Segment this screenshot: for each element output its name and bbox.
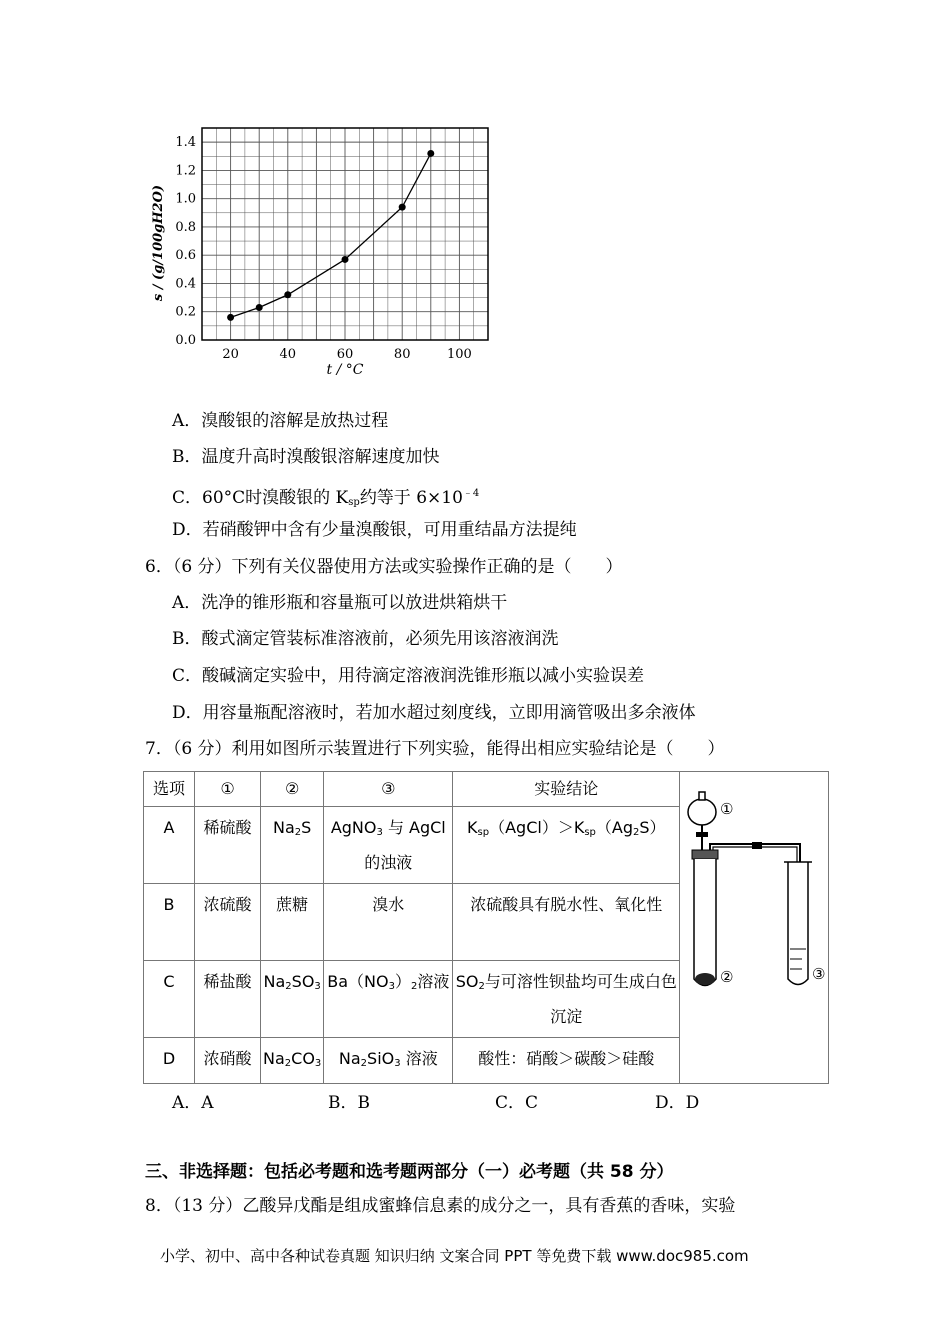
chart-grid [202, 128, 488, 340]
row-a-option: A [144, 807, 195, 884]
row-d-c4: 酸性：硝酸＞碳酸＞硅酸 [453, 1038, 680, 1084]
q8-stem: 8．（13 分）乙酸异戊酯是组成蜜蜂信息素的成分之一，具有香蕉的香味，实验 [145, 1196, 736, 1216]
section-title: 三、非选择题：包括必考题和选考题两部分（一）必考题（共 58 分） [145, 1162, 674, 1182]
y-tick-label: 0.0 [175, 333, 196, 348]
row-d-option: D [144, 1038, 195, 1084]
row-a-c1: 稀硫酸 [195, 807, 261, 884]
row-d-c2: $Na_2CO_3$ [261, 1038, 324, 1084]
apparatus-label-2: ② [720, 967, 734, 986]
q7-choice-b: B．B [328, 1093, 370, 1113]
row-a-c4: $K_{sp}(AgCl)>K_{sp}(Ag_2S)$ [453, 807, 680, 884]
q5-option-b: B．温度升高时溴酸银溶解速度加快 [172, 447, 440, 467]
q5-option-d: D．若硝酸钾中含有少量溴酸银，可用重结晶方法提纯 [172, 520, 577, 540]
x-tick-label: 20 [222, 347, 239, 362]
y-axis-label: s / (g/100gH2O) [151, 184, 166, 302]
x-axis-label: t / °C [326, 362, 364, 378]
q6-option-b: B．酸式滴定管装标准溶液前，必须先用该溶液润洗 [172, 629, 559, 649]
q7-table [143, 771, 829, 1084]
chart-ticks [175, 135, 472, 362]
q6-option-d: D．用容量瓶配溶液时，若加水超过刻度线，立即用滴管吸出多余液体 [172, 703, 696, 723]
row-b-c4: 浓硫酸具有脱水性、氧化性 [453, 884, 680, 961]
y-tick-label: 0.4 [175, 276, 196, 292]
apparatus-label-1: ① [720, 799, 734, 818]
q5-option-c: C．60°C时溴酸银的 $K_{sp}$约等于 $6\times 10^{﹣4}$ [172, 488, 480, 508]
row-b-c3: 溴水 [324, 884, 453, 961]
x-tick-label: 60 [336, 347, 354, 362]
x-tick-label: 40 [279, 347, 297, 362]
solubility-chart [140, 118, 510, 383]
row-b-c2: 蔗糖 [261, 884, 324, 961]
row-c-c2: $Na_2SO_3$ [261, 961, 324, 1038]
header-option: 选项 [144, 772, 195, 807]
data-point [284, 291, 291, 298]
q5-option-a: A．溴酸银的溶解是放热过程 [172, 411, 389, 431]
row-c-c3: $Ba(NO_3)_2$溶液 [324, 961, 453, 1038]
header-1: ① [195, 772, 261, 807]
q6-option-a: A．洗净的锥形瓶和容量瓶可以放进烘箱烘干 [172, 593, 508, 613]
y-tick-label: 0.6 [175, 248, 196, 264]
header-conclusion: 实验结论 [453, 772, 680, 807]
row-c-option: C [144, 961, 195, 1038]
row-b-c1: 浓硫酸 [195, 884, 261, 961]
apparatus-label-3: ③ [812, 964, 826, 983]
y-tick-label: 1.2 [175, 163, 196, 179]
header-3: ③ [324, 772, 453, 807]
row-b-option: B [144, 884, 195, 961]
row-c-c1: 稀盐酸 [195, 961, 261, 1038]
y-tick-label: 1.0 [175, 191, 196, 207]
x-tick-label: 100 [446, 347, 472, 362]
row-a-c2: $Na_2S$ [261, 807, 324, 884]
row-d-c1: 浓硝酸 [195, 1038, 261, 1084]
apparatus-diagram [680, 774, 828, 1074]
y-tick-label: 0.2 [175, 304, 196, 320]
q6-stem: 6．（6 分）下列有关仪器使用方法或实验操作正确的是（ ） [145, 557, 623, 577]
x-tick-label: 80 [393, 347, 411, 362]
y-tick-label: 0.8 [175, 219, 196, 235]
q7-choice-c: C．C [495, 1093, 539, 1113]
data-point [399, 204, 406, 211]
y-tick-label: 1.4 [175, 135, 196, 151]
q6-option-c: C．酸碱滴定实验中，用待滴定溶液润洗锥形瓶以减小实验误差 [172, 666, 645, 686]
data-point [256, 304, 263, 311]
row-a-c3: AgNO$_3$ 与 AgCl 的浊液 [324, 807, 453, 884]
apparatus-cell [680, 772, 829, 1084]
data-point [427, 150, 434, 157]
row-d-c3: $Na_2SiO_3$ 溶液 [324, 1038, 453, 1084]
data-point [227, 314, 234, 321]
row-c-c4: $SO_2$与可溶性钡盐均可生成白色沉淀 [453, 961, 680, 1038]
q7-choice-d: D．D [655, 1093, 700, 1113]
q7-choice-a: A．A [172, 1093, 214, 1113]
footer: 小学、初中、高中各种试卷真题 知识归纳 文案合同 PPT 等免费下载 www.doc985.com [160, 1247, 749, 1265]
header-2: ② [261, 772, 324, 807]
q7-stem: 7．（6 分）利用如图所示装置进行下列实验，能得出相应实验结论是（ ） [145, 739, 725, 759]
data-point [342, 256, 349, 263]
